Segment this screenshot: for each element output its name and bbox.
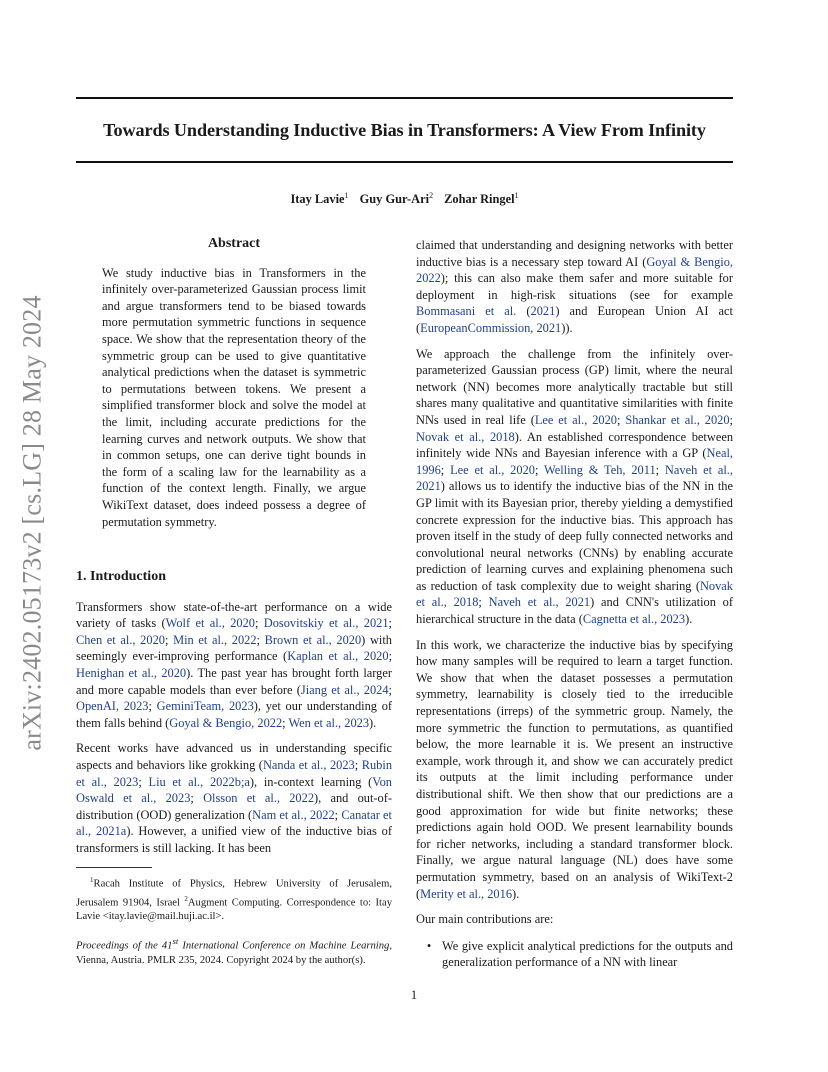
left-column (76, 236, 392, 530)
text-run: ; (388, 649, 393, 664)
text-run: ). The past year has brought forth larger and more capable models than ever before ( (76, 665, 393, 697)
text-run: ). However, a unified view of the inductive bias of transformers is still lacking. It has been (76, 824, 392, 855)
citation-link[interactable]: Neal, 1996 (416, 446, 733, 477)
text-run: ). An established correspondence between infinitely wide NNs and Bayesian inference with a GP ( (416, 429, 734, 461)
citation-link[interactable]: Kaplan et al., 2020 (287, 649, 389, 664)
text-run: ; (138, 774, 149, 789)
footnote-rule (76, 867, 152, 868)
citation-link[interactable]: Welling & Teh, 2011 (544, 462, 656, 477)
text-run: ; (388, 616, 392, 631)
citation-link[interactable]: GeminiTeam, 2023 (156, 699, 254, 714)
intro-heading: 1. Introduction (76, 569, 166, 584)
citation-link[interactable]: Henighan et al., 2020 (76, 665, 187, 680)
abstract-text: We study inductive bias in Transformers in the infinitely over-parameterized Gaussian process limit and argue transformers tend to be biased towards more permutation symmetric functions in sequence space. We show that the representation theory of the symmetric group can be used to give quantitative analytical predictions when the dataset is symmetric to permutations between tokens. We present a simplified transformer block and solve the model at the limit, including accurate predictions for the learning curves and network outputs. We show that in common setups, one can derive tight bounds in the form of a scaling law for the learnability as a function of the context length. Finally, we argue WikiText dataset, does indeed possess a degree of permutation symmetry. (102, 265, 366, 529)
text-run: ; (616, 412, 626, 427)
contribution-item (416, 938, 733, 971)
text-run: ). (685, 612, 693, 627)
text-run: ; (164, 632, 174, 647)
right-column (416, 237, 733, 971)
author-1: Guy Gur-Ari$^2$ (359, 191, 434, 207)
text-run: claimed that understanding and designing networks with better inductive bias is a necessary step toward AI ( (416, 238, 733, 269)
citation-link[interactable]: Min et al., 2022 (173, 632, 257, 647)
text-run: ; (655, 462, 665, 477)
text-run: ; (256, 632, 265, 647)
text-run: ; (729, 412, 733, 427)
arxiv-watermark (5, 280, 61, 765)
top-rule (76, 97, 733, 99)
citation-link[interactable]: Naveh et al., 2021 (416, 462, 733, 494)
text-run: ; (440, 462, 451, 477)
text-run: Transformers show state-of-the-art performance on a wide variety of tasks ( (76, 599, 392, 631)
arxiv-id: arXiv:2402.05173v2 [cs.LG] 28 May 2024 (18, 294, 48, 751)
citation-link[interactable]: Nam et al., 2022 (252, 807, 335, 822)
citation-link[interactable]: Olsson et al., 2022 (203, 791, 315, 806)
author-0: Itay Lavie$^1$ (290, 191, 349, 207)
citation-link[interactable]: Goyal & Bengio, 2022 (169, 715, 283, 730)
citation-link[interactable]: Naveh et al., 2021 (488, 595, 591, 610)
citation-link[interactable]: Lee et al., 2020 (450, 462, 535, 477)
citation-link[interactable]: Novak et al., 2018 (416, 578, 733, 610)
citation-link[interactable]: Wen et al., 2023 (288, 715, 370, 730)
text-run: ; (148, 699, 157, 714)
text-run: ; (478, 595, 489, 610)
text-run: ), and out-of-distribution (OOD) generalization ( (76, 791, 392, 822)
text-run: ; (334, 807, 342, 822)
text-run: )). (561, 320, 573, 335)
citation-link[interactable]: EuropeanCommission, 2021 (420, 320, 562, 335)
intro-section (76, 569, 392, 857)
text-run: ). (512, 886, 520, 901)
citation-link[interactable]: Lee et al., 2020 (534, 412, 617, 427)
text-run: ), in-context learning ( (249, 774, 373, 789)
citation-link[interactable]: Bommasani et al. (416, 304, 517, 319)
text-run: ; (388, 682, 392, 697)
text-run: ) allows us to identify the inductive bias of the NN in the GP limit with its Bayesian prior, thereby yielding a demystified concrete expression for the inductive bias. This approach has proven itself in the study of deep fully connected networks and convolutional neural networks (CNNs) by enabling accurate prediction of learning curves and explaining phenomena such as reduction of task complexity due to weight sharing ( (416, 479, 733, 593)
text-run: ; (190, 791, 204, 806)
citation-link[interactable]: Novak et al., 2018 (416, 429, 515, 444)
author-list (76, 191, 733, 207)
citation-link[interactable]: Canatar et al., 2021a (76, 807, 392, 839)
right-paragraph-1 (416, 237, 733, 337)
proceedings-note: Proceedings of the 41st International Conference on Machine Learning, Vienna, Austria. PMLR 235, 2024. Copyright 2024 by the author(s). (76, 936, 392, 966)
citation-link[interactable]: Wolf et al., 2020 (165, 616, 255, 631)
right-paragraph-3 (416, 637, 733, 903)
bullet-marker: • (426, 938, 432, 953)
citation-link[interactable]: Jiang et al., 2024 (300, 682, 389, 697)
text-run: ( (516, 304, 531, 319)
paper-title: Towards Understanding Inductive Bias in Transformers: A View From Infinity (103, 120, 706, 140)
text-run: ; (354, 757, 362, 772)
citation-link[interactable]: OpenAI, 2023 (76, 699, 149, 714)
citation-link[interactable]: Dosovitskiy et al., 2021 (263, 616, 389, 631)
contributions-intro: Our main contributions are: (416, 912, 554, 927)
citation-link[interactable]: Liu et al., 2022b;a (148, 774, 250, 789)
title-bottom-rule (76, 161, 733, 163)
right-paragraph-2 (416, 346, 733, 628)
contribution-text: We give explicit analytical predictions for the outputs and generalization performance of a NN with linear (442, 938, 733, 970)
citation-link[interactable]: Nanda et al., 2023 (262, 757, 355, 772)
text-run: ) and European Union AI act ( (416, 304, 733, 335)
citation-link[interactable]: Chen et al., 2020 (76, 632, 165, 647)
citation-link[interactable]: Von Oswald et al., 2023 (76, 774, 392, 806)
text-run: ), yet our understanding of them falls behind ( (76, 699, 393, 730)
citation-link[interactable]: Goyal & Bengio, 2022 (416, 254, 733, 286)
citation-link[interactable]: Brown et al., 2020 (264, 632, 362, 647)
citation-link[interactable]: Rubin et al., 2023 (76, 757, 393, 789)
affiliation-footnote: $^1$Racah Institute of Physics, Hebrew University of Jerusalem, Jerusalem 91904, Israel $^2$Augment Computing. Correspondence to: Itay Lavie <itay.lavie@mail.huji.ac.il>. (76, 876, 392, 923)
text-run: ; (282, 715, 289, 730)
text-run: ). (369, 715, 377, 730)
citation-link[interactable]: Merity et al., 2016 (420, 886, 513, 901)
citation-link[interactable]: Shankar et al., 2020 (625, 412, 730, 427)
intro-paragraph-1 (76, 599, 392, 732)
text-run: ) with seemingly ever-improving performance ( (76, 632, 392, 664)
text-run: In this work, we characterize the inductive bias by specifying how many samples will be required to learn a target function. We show that when the dataset possesses a permutation symmetry, learnability is closely tied to the irreducible representations (irreps) of the symmetric group. Namely, the more symmetric the function to permutations, as quantified below, the more learnable it is. We present an instructive example, work through it, and show we can accurately predict its outputs at the limit including performance under distributional shift. We then show that our predictions are a good approximation for wide but finite networks; these predictions again hold OOD. We present learnability bounds for richer networks, including a standard transformer block. Finally, we argue natural language (NL) does have some permutation symmetry, based on an analysis of WikiText-2 ( (416, 637, 733, 901)
citation-link[interactable]: 2021 (530, 304, 556, 319)
footnote-area (76, 867, 392, 968)
page-number: 1 (410, 988, 418, 1002)
author-2: Zohar Ringel$^1$ (444, 191, 519, 207)
intro-paragraph-2 (76, 740, 392, 856)
text-run: Recent works have advanced us in understanding specific aspects and behaviors like grokking ( (76, 741, 392, 772)
text-run: ); this can also make them safer and more suitable for deployment in high-risk situations (see for example (416, 271, 733, 302)
text-run: ; (534, 462, 545, 477)
citation-link[interactable]: Cagnetta et al., 2023 (582, 612, 686, 627)
text-run: ) and CNN's utilization of hierarchical structure in the data ( (416, 595, 734, 627)
abstract-heading: Abstract (207, 236, 261, 251)
text-run: We approach the challenge from the infinitely over-parameterized Gaussian process (GP) limit, where the neural network (NN) becomes more analytically tractable but still shares many qualitative and quantitative similarities with finite NNs used in real life ( (416, 346, 733, 427)
text-run: ; (254, 616, 264, 631)
